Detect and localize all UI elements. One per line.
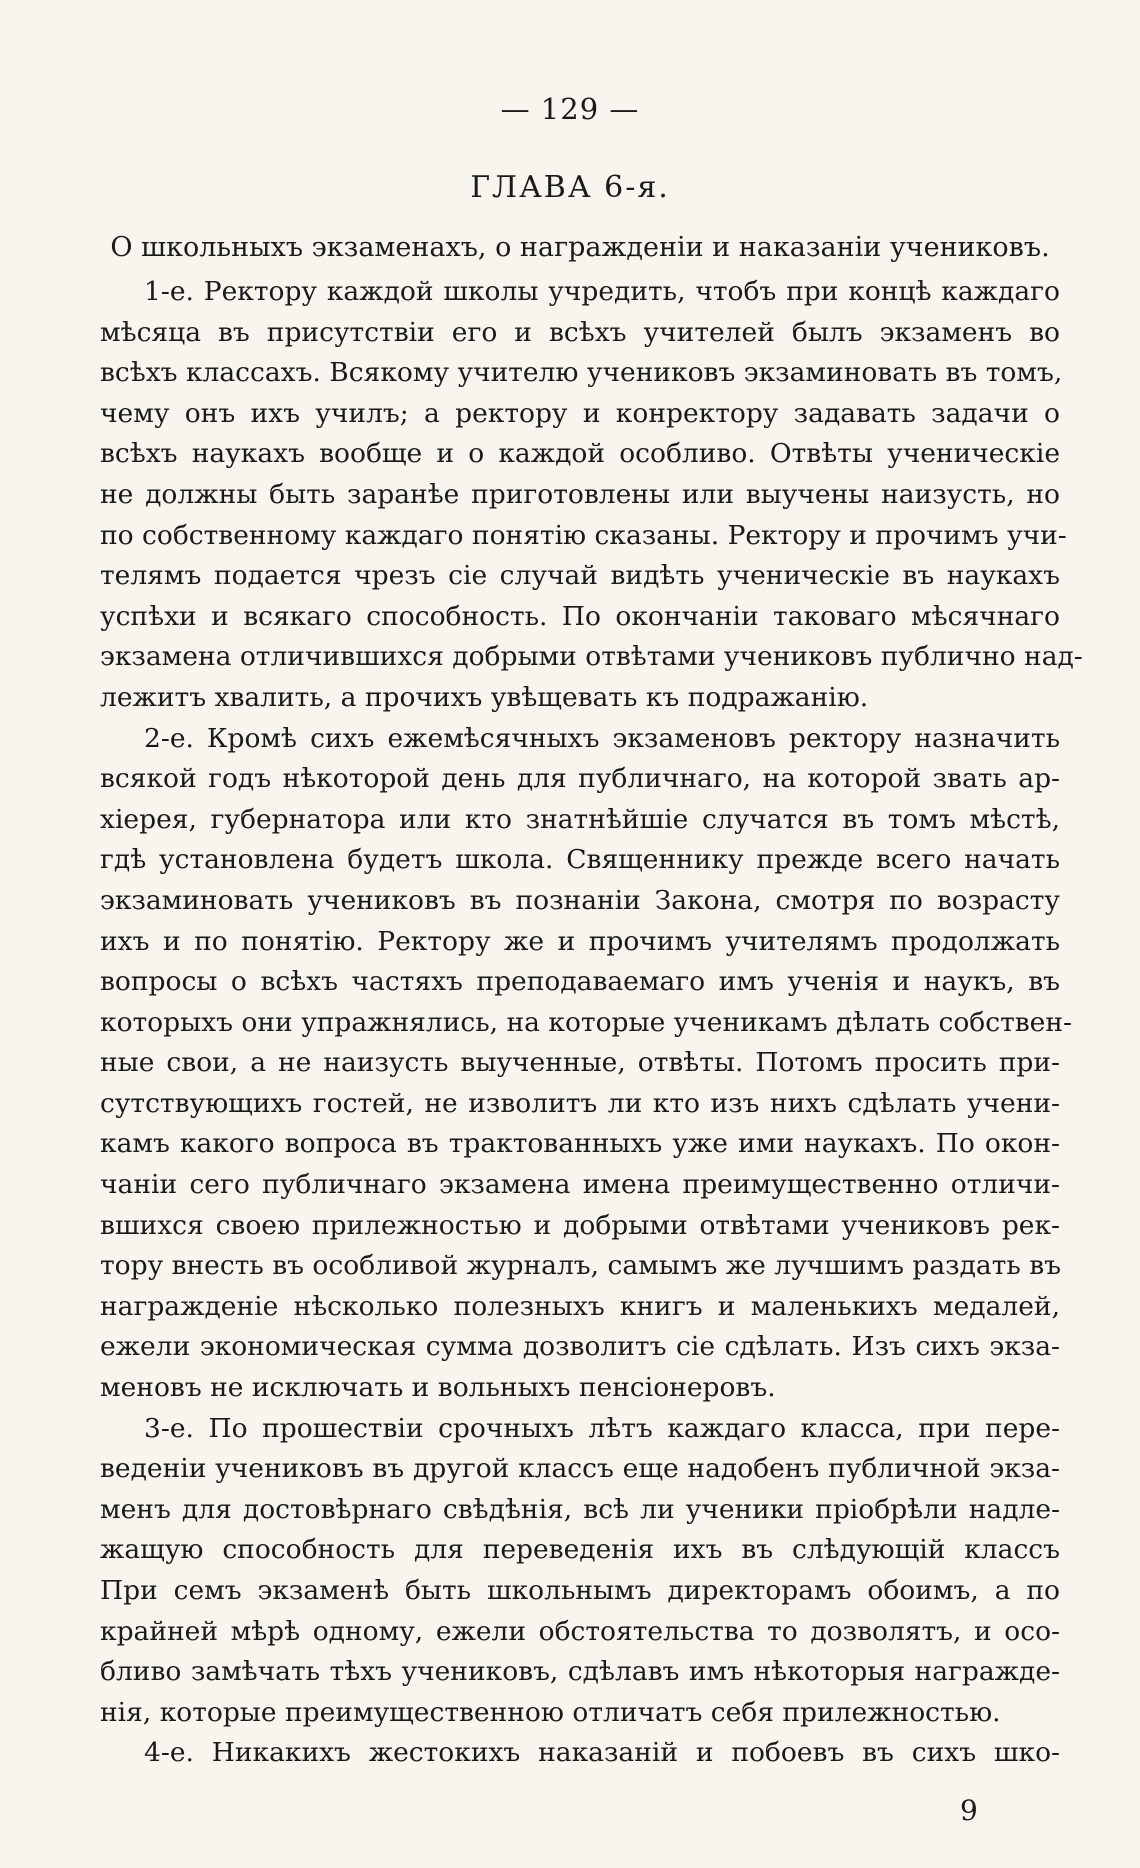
text-line: ежели экономическая сумма дозволитъ сіе сдѣлать. Изъ сихъ экза-	[100, 1331, 1060, 1363]
text-line: всѣхъ наукахъ вообще и о каждой особливо. Отвѣты ученическіе	[100, 438, 1060, 470]
text-line: чему онъ ихъ училъ; а ректору и конректору задавать задачи о	[100, 397, 1060, 429]
text-line: чаніи сего публичнаго экзамена имена преимущественно отличи-	[100, 1169, 1060, 1201]
body-text	[100, 272, 1083, 1774]
printer-signature: 9	[960, 1794, 978, 1827]
text-line: менъ для достовѣрнаго свѣдѣнія, всѣ ли ученики пріобрѣли надле-	[100, 1493, 1060, 1525]
text-line: успѣхи и всякаго способность. По окончаніи таковаго мѣсячнаго	[100, 600, 1060, 632]
page-number: — 129 —	[500, 92, 640, 126]
text-line: вшихся своею прилежностью и добрыми отвѣтами учениковъ рек-	[100, 1209, 1060, 1241]
text-line: бливо замѣчать тѣхъ учениковъ, сдѣлавъ имъ нѣкоторыя награжде-	[100, 1656, 1060, 1688]
text-line: по собственному каждаго понятію сказаны. Ректору и прочимъ учи-	[100, 519, 1067, 551]
text-line: всякой годъ нѣкоторой день для публичнаго, на которой звать ар-	[100, 763, 1060, 795]
text-line: веденіи учениковъ въ другой классъ еще надобенъ публичной экза-	[100, 1453, 1060, 1485]
chapter-title: ГЛАВА 6-я.	[470, 170, 670, 205]
text-line: не должны быть заранѣе приготовлены или выучены наизусть, но	[100, 478, 1060, 510]
text-line: хіерея, губернатора или кто знатнѣйшіе случатся въ томъ мѣстѣ,	[100, 803, 1060, 835]
text-line: вопросы о всѣхъ частяхъ преподаваемаго имъ ученія и наукъ, въ	[100, 966, 1060, 998]
text-line: 1-е. Ректору каждой школы учредить, чтобъ при концѣ каждаго	[144, 276, 1060, 307]
text-line: лежитъ хвалить, а прочихъ увѣщевать къ подражанію.	[100, 681, 869, 713]
text-line: ные свои, а не наизусть выученные, отвѣты. Потомъ просить при-	[100, 1047, 1060, 1079]
text-line: нія, которые преимущественною отличатъ себя прилежностью.	[100, 1696, 1001, 1728]
text-line: камъ какого вопроса въ трактованныхъ уже ими наукахъ. По окон-	[100, 1128, 1060, 1160]
text-line: жащую способность для переведенія ихъ въ слѣдующій классъ	[100, 1534, 1060, 1566]
text-line: меновъ не исключать и вольныхъ пенсіонеровъ.	[100, 1372, 776, 1404]
text-line: 4-е. Никакихъ жестокихъ наказаній и побоевъ въ сихъ шко-	[144, 1737, 1060, 1769]
chapter-subtitle: О школьныхъ экзаменахъ, о награжденіи и наказаніи учениковъ.	[110, 232, 1050, 263]
text-line: экзаминовать учениковъ въ познаніи Закона, смотря по возрасту	[100, 884, 1060, 916]
text-line: При семъ экзаменѣ быть школьнымъ директорамъ обоимъ, а по	[100, 1575, 1060, 1606]
text-line: всѣхъ классахъ. Всякому учителю учениковъ экзаминовать въ томъ,	[100, 357, 1063, 389]
text-line: награжденіе нѣсколько полезныхъ книгъ и маленькихъ медалей,	[100, 1290, 1060, 1322]
text-line: ихъ и по понятію. Ректору же и прочимъ учителямъ продолжать	[100, 925, 1060, 957]
text-line: телямъ подается чрезъ сіе случай видѣть ученическіе въ наукахъ	[100, 560, 1060, 592]
text-line: гдѣ установлена будетъ школа. Священнику прежде всего начать	[100, 844, 1060, 876]
text-line: тору внесть въ особливой журналъ, самымъ же лучшимъ раздать въ	[100, 1250, 1062, 1282]
text-line: сутствующихъ гостей, не изволитъ ли кто изъ нихъ сдѣлать учени-	[100, 1087, 1060, 1119]
text-line: которыхъ они упражнялись, на которые ученикамъ дѣлать собствен-	[100, 1006, 1072, 1038]
text-line: крайней мѣрѣ одному, ежели обстоятельства то дозволятъ, и осо-	[100, 1615, 1060, 1647]
text-line: мѣсяца въ присутствіи его и всѣхъ учителей былъ экзаменъ во	[100, 316, 1060, 348]
text-line: 3-е. По прошествіи срочныхъ лѣтъ каждаго класса, при пере-	[144, 1412, 1060, 1444]
text-line: 2-е. Кромѣ сихъ ежемѣсячныхъ экзаменовъ ректору назначить	[144, 722, 1060, 754]
text-line: экзамена отличившихся добрыми отвѣтами учениковъ публично над-	[100, 641, 1083, 673]
